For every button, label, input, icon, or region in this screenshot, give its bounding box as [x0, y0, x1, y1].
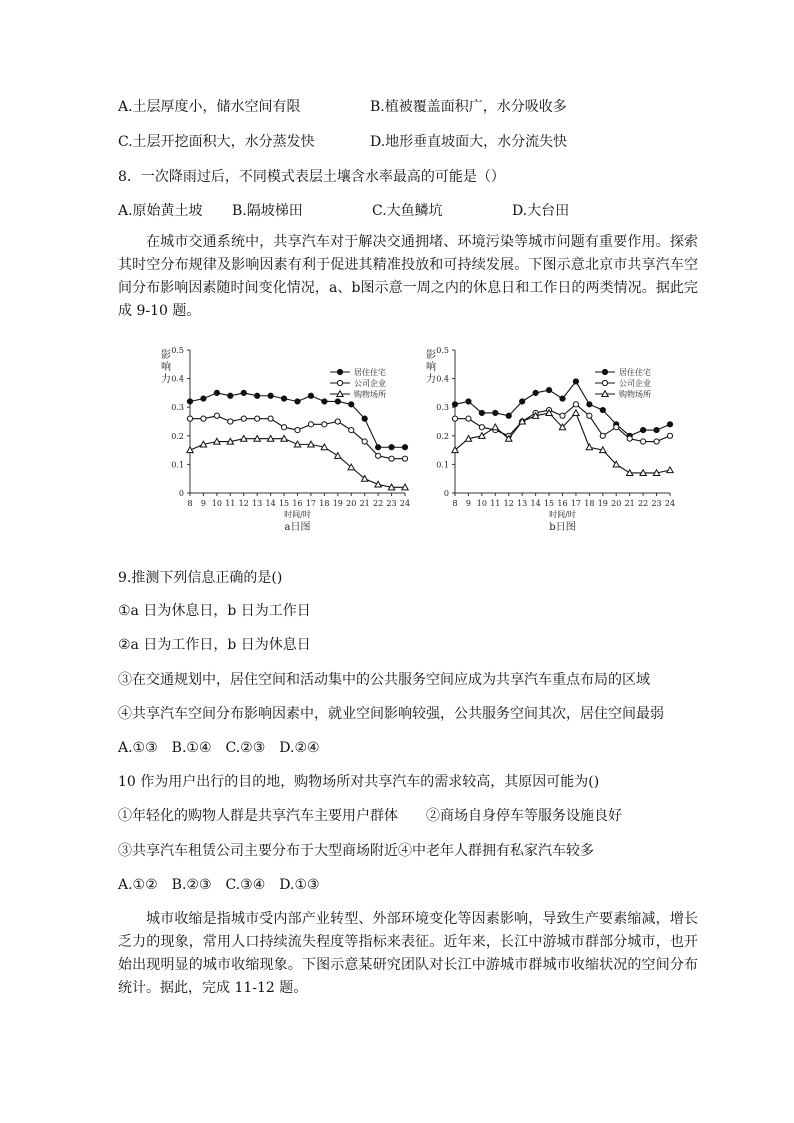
data-point: [402, 456, 407, 461]
data-point: [308, 393, 313, 398]
data-point: [573, 379, 578, 384]
legend-label: 居住住宅: [354, 368, 386, 377]
data-point: [560, 396, 565, 401]
q7-option-c: C.土层开挖面积大，水分蒸发快: [118, 134, 315, 150]
data-point: [335, 419, 340, 424]
x-axis-label: 时间/时: [284, 510, 311, 519]
y-tick-label: 0.2: [436, 431, 449, 441]
x-tick-label: 15: [278, 499, 290, 508]
y-tick-label: 0.1: [171, 460, 184, 470]
data-point: [389, 445, 394, 450]
q9-statement-3: ③在交通规划中，居住空间和活动集中的公共服务空间应成为共享汽车重点布局的区域: [118, 672, 650, 688]
data-point: [641, 427, 646, 432]
data-point: [452, 402, 457, 407]
legend-label: 居住住宅: [619, 368, 651, 377]
x-tick-label: 14: [530, 499, 541, 508]
y-tick-label: 0: [178, 489, 184, 498]
x-tick-label: 21: [624, 499, 635, 508]
data-point: [201, 416, 206, 421]
data-point: [402, 445, 407, 450]
x-tick-label: 16: [292, 499, 303, 508]
x-tick-label: 17: [305, 499, 317, 508]
y-tick-label: 0.1: [436, 460, 449, 470]
y-tick-label: 0.5: [171, 346, 184, 355]
data-point: [479, 425, 484, 430]
data-point: [255, 393, 260, 398]
x-tick-label: 24: [399, 499, 411, 508]
x-tick-label: 16: [557, 499, 568, 508]
x-tick-label: 23: [651, 499, 662, 508]
data-point: [295, 427, 300, 432]
q9-statement-4: ④共享汽车空间分布影响因素中，就业空间影响较强，公共服务空间其次，居住空间最弱: [118, 706, 664, 722]
q8-option-c: C.大鱼鳞坑: [372, 203, 443, 219]
data-point: [654, 427, 659, 432]
y-tick-label: 0.3: [171, 403, 184, 413]
q7-option-b: B.植被覆盖面积广，水分吸收多: [370, 99, 567, 115]
q8-stem: 8．一次降雨过后，不同模式表层土壤含水率最高的可能是（）: [118, 169, 505, 185]
series-line: [455, 413, 670, 473]
y-tick-label: 0: [443, 489, 449, 498]
data-point: [308, 422, 313, 427]
legend-label: 公司企业: [354, 379, 386, 388]
data-point: [255, 416, 260, 421]
data-point: [560, 413, 565, 418]
x-tick-label: 11: [490, 499, 501, 508]
data-point: [466, 399, 471, 404]
data-point: [506, 413, 511, 418]
data-point: [600, 407, 605, 412]
x-tick-label: 20: [611, 499, 622, 508]
data-point: [573, 402, 578, 407]
data-point: [493, 410, 498, 415]
x-tick-label: 22: [638, 499, 649, 508]
intro-paragraph-9-10: 在城市交通系统中，共享汽车对于解决交通拥堵、环境污染等城市问题有重要作用。探索其时空分布规律及影响因素有利于促进其精准投放和可持续发展。下图示意北京市共享汽车空间分布影响因素随时间变化情况，a、b图示意一周之内的休息日和工作日的两类情况。据此完成 9-10 题。: [118, 234, 698, 319]
data-point: [322, 422, 327, 427]
data-point: [214, 413, 219, 418]
legend-marker: [602, 369, 607, 374]
data-point: [587, 402, 592, 407]
data-point: [546, 387, 551, 392]
y-axis-label-char: 影: [161, 350, 171, 361]
q9-options: A.①③ B.①④ C.②③ D.②④: [118, 740, 320, 756]
q10-stem: 10 作为用户出行的目的地，购物场所对共享汽车的需求较高，其原因可能为(): [118, 774, 600, 790]
y-axis-label-char: 力: [426, 374, 436, 385]
legend-marker: [602, 380, 607, 385]
x-tick-label: 12: [503, 499, 514, 508]
q7-option-d: D.地形垂直坡面大，水分流失快: [370, 134, 568, 150]
y-tick-label: 0.4: [171, 374, 184, 384]
data-point: [228, 393, 233, 398]
x-tick-label: 11: [225, 499, 236, 508]
data-point: [667, 422, 672, 427]
data-point: [268, 416, 273, 421]
x-tick-label: 22: [373, 499, 384, 508]
y-axis-label-char: 响: [161, 362, 171, 373]
x-tick-label: 9: [200, 499, 206, 508]
y-tick-label: 0.3: [436, 403, 449, 413]
data-point: [375, 481, 381, 487]
data-point: [614, 425, 619, 430]
q8-option-d: D.大台田: [512, 203, 570, 219]
data-point: [241, 416, 246, 421]
series-line: [190, 416, 405, 459]
data-point: [587, 413, 592, 418]
x-tick-label: 21: [359, 499, 370, 508]
data-point: [187, 447, 193, 453]
series-line: [455, 404, 670, 441]
legend-label: 公司企业: [619, 379, 651, 388]
data-point: [466, 416, 471, 421]
data-point: [349, 427, 354, 432]
data-point: [362, 439, 367, 444]
data-point: [389, 456, 394, 461]
y-tick-label: 0.2: [171, 431, 184, 441]
y-tick-label: 0.5: [436, 346, 449, 355]
x-tick-label: 12: [238, 499, 249, 508]
data-point: [641, 439, 646, 444]
y-axis-label-char: 影: [426, 350, 436, 361]
x-tick-label: 19: [332, 499, 343, 508]
data-point: [281, 396, 286, 401]
data-point: [654, 439, 659, 444]
y-axis-label-char: 力: [161, 374, 171, 385]
data-point: [201, 396, 206, 401]
x-tick-label: 23: [386, 499, 397, 508]
y-tick-label: 0.4: [436, 374, 449, 384]
x-tick-label: 13: [517, 499, 528, 508]
x-tick-label: 13: [252, 499, 263, 508]
data-point: [335, 453, 341, 459]
legend-label: 购物场所: [354, 390, 386, 399]
data-point: [362, 416, 367, 421]
chart-caption: b日图: [549, 522, 576, 533]
data-point: [214, 390, 219, 395]
data-point: [627, 436, 632, 441]
data-point: [241, 390, 246, 395]
x-tick-label: 14: [265, 499, 276, 508]
data-point: [268, 393, 273, 398]
data-point: [322, 399, 327, 404]
x-tick-label: 20: [346, 499, 357, 508]
data-point: [667, 433, 672, 438]
intro-paragraph-11-12: 城市收缩是指城市受内部产业转型、外部环境变化等因素影响，导致生产要素缩减，增长乏力的现象，常用人口持续流失程度等指标来表征。近年来，长江中游城市群部分城市，也开始出现明显的城市收缩现象。下图示意某研究团队对长江中游城市群城市收缩状况的空间分布统计。据此，完成 11-12 题。: [118, 911, 698, 996]
x-tick-label: 19: [597, 499, 608, 508]
q7-option-a: A.土层厚度小，储水空间有限: [118, 99, 301, 115]
data-point: [376, 445, 381, 450]
q9-statement-2: ②a 日为工作日，b 日为休息日: [118, 637, 311, 653]
x-tick-label: 8: [452, 499, 458, 508]
x-tick-label: 10: [211, 499, 222, 508]
data-point: [479, 410, 484, 415]
data-point: [667, 467, 673, 473]
chart-a: [155, 340, 420, 540]
x-tick-label: 8: [187, 499, 193, 508]
legend-label: 购物场所: [619, 390, 651, 399]
data-point: [600, 433, 605, 438]
q9-stem: 9.推测下列信息正确的是(): [118, 570, 283, 586]
data-point: [479, 433, 485, 439]
data-point: [376, 453, 381, 458]
q10-statements-1-2: ①年轻化的购物人群是共享汽车主要用户群体 ②商场自身停车等服务设施良好: [118, 808, 622, 824]
data-point: [533, 390, 538, 395]
q10-options: A.①② B.②③ C.③④ D.①③: [118, 877, 320, 893]
chart-b: [420, 340, 685, 540]
data-point: [573, 410, 579, 416]
data-point: [295, 399, 300, 404]
data-point: [335, 399, 340, 404]
x-axis-label: 时间/时: [549, 510, 576, 519]
data-point: [187, 416, 192, 421]
data-point: [228, 419, 233, 424]
data-point: [281, 425, 286, 430]
y-axis-label-char: 响: [426, 362, 436, 373]
data-point: [586, 444, 592, 450]
q10-statements-3-4: ③共享汽车租赁公司主要分布于大型商场附近④中老年人群拥有私家汽车较多: [118, 843, 594, 859]
data-point: [452, 416, 457, 421]
data-point: [520, 399, 525, 404]
x-tick-label: 10: [476, 499, 487, 508]
x-tick-label: 9: [465, 499, 471, 508]
data-point: [492, 424, 498, 430]
data-point: [349, 402, 354, 407]
data-point: [187, 399, 192, 404]
x-tick-label: 15: [543, 499, 555, 508]
x-tick-label: 17: [570, 499, 582, 508]
x-tick-label: 18: [319, 499, 330, 508]
legend-marker: [337, 369, 342, 374]
x-tick-label: 24: [664, 499, 676, 508]
q9-statement-1: ①a 日为休息日，b 日为工作日: [118, 603, 311, 619]
q8-option-a: A.原始黄土坡: [118, 203, 203, 219]
x-tick-label: 18: [584, 499, 595, 508]
chart-caption: a日图: [284, 522, 311, 533]
legend-marker: [337, 380, 342, 385]
q8-option-b: B.隔坡梯田: [232, 203, 303, 219]
